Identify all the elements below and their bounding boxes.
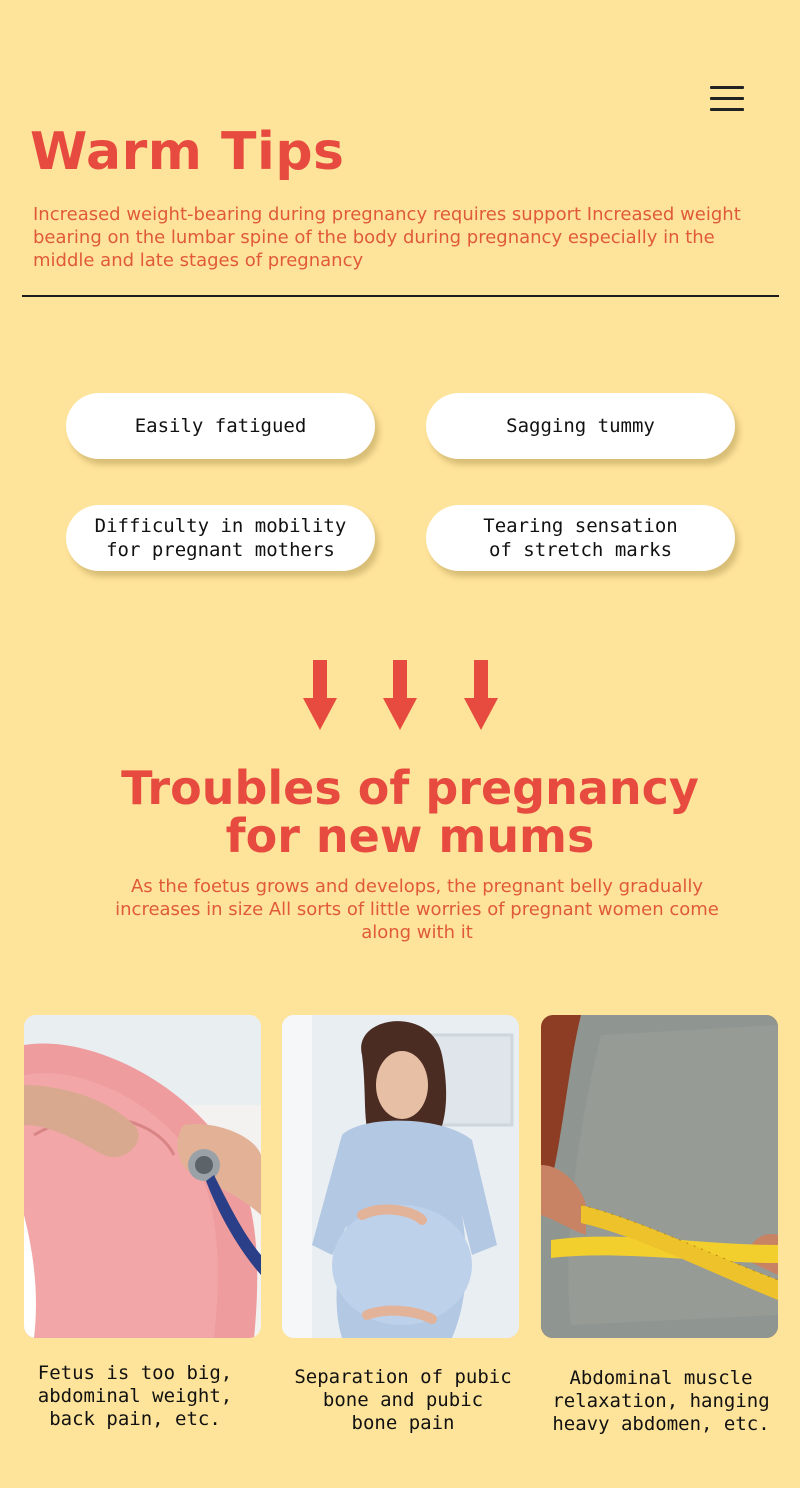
photo-belly-stethoscope	[24, 1015, 261, 1338]
troubles-description: As the foetus grows and develops, the pregnant belly gradually increases in size All sorts of little worries of pregnant women come along with it	[115, 876, 719, 943]
hamburger-menu-icon[interactable]	[710, 86, 744, 114]
troubles-title: Troubles of pregnancy for new mums	[121, 761, 699, 863]
symptom-pill-difficulty-mobility: Difficulty in mobility for pregnant mothers	[66, 505, 375, 571]
down-arrow-icon	[383, 660, 417, 730]
symptom-pill-sagging-tummy: Sagging tummy	[426, 393, 735, 459]
section-divider	[22, 295, 779, 297]
photo-caption-back-pain: Fetus is too big, abdominal weight, back pain, etc.	[37, 1362, 233, 1430]
symptom-pill-stretch-marks: Tearing sensation of stretch marks	[426, 505, 735, 571]
down-arrow-icon	[464, 660, 498, 730]
photo-caption-pubic-pain: Separation of pubic bone and pubic bone pain	[294, 1366, 512, 1434]
photo-pregnant-woman	[282, 1015, 519, 1338]
warm-tips-description: Increased weight-bearing during pregnancy requires support Increased weight bearing on the lumbar spine of the body during pregnancy especially in the middle and late stages of pregnancy	[33, 204, 741, 271]
down-arrow-icon	[303, 660, 337, 730]
photo-tape-measure	[541, 1015, 778, 1338]
symptom-pill-easily-fatigued: Easily fatigued	[66, 393, 375, 459]
photo-caption-abdominal-muscle: Abdominal muscle relaxation, hanging heavy abdomen, etc.	[552, 1367, 770, 1435]
warm-tips-title: Warm Tips	[30, 122, 345, 182]
